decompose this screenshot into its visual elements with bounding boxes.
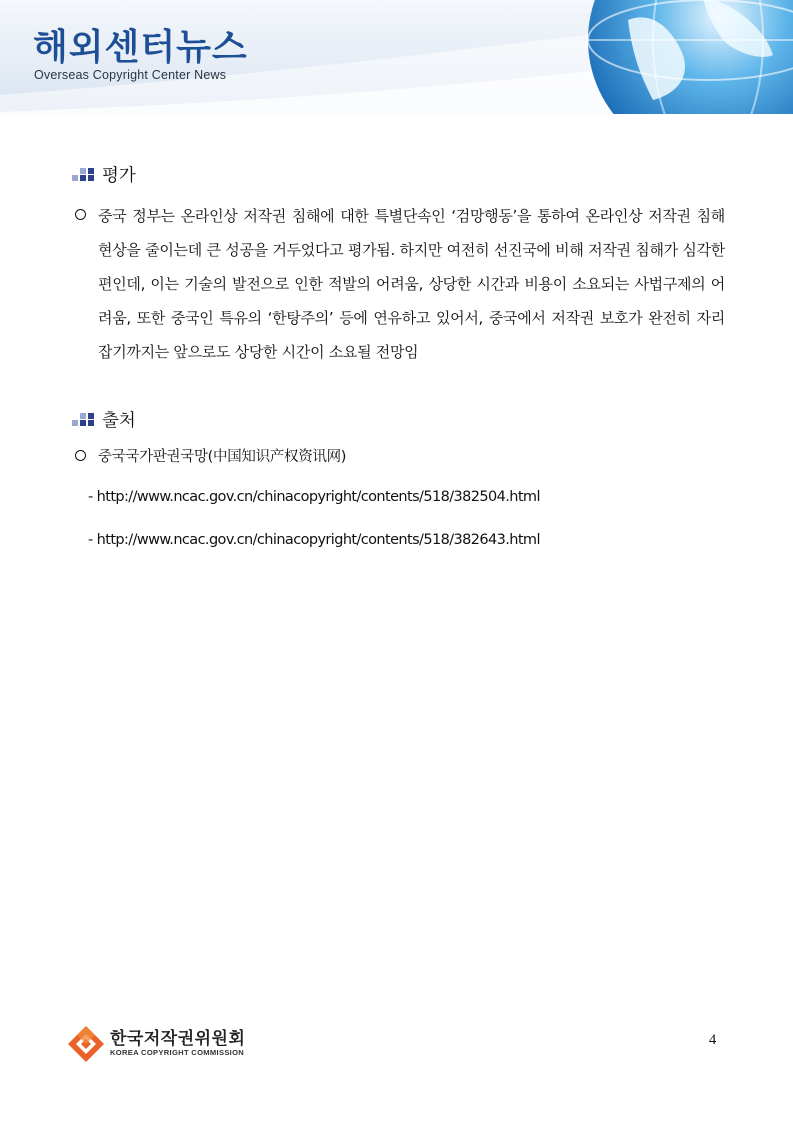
section-heading-evaluation	[72, 162, 136, 186]
evaluation-paragraph	[75, 199, 725, 369]
source-name: 중국국가판권국망(中国知识产权资讯网)	[98, 449, 347, 465]
source-link-2[interactable]: - http://www.ncac.gov.cn/chinacopyright/contents/518/382643.html	[88, 532, 540, 548]
footer-org-name-en: KOREA COPYRIGHT COMMISSION	[110, 1048, 245, 1057]
circle-bullet-icon	[75, 450, 86, 461]
section-heading-source	[72, 407, 136, 431]
squares-bullet-icon	[72, 411, 94, 427]
source-item	[75, 440, 725, 474]
footer-org-name: 한국저작권위원회	[110, 1029, 246, 1049]
header-title: 해외센터뉴스	[33, 27, 248, 68]
squares-bullet-icon	[72, 166, 94, 182]
paragraph-text: 중국 정부는 온라인상 저작권 침해에 대한 특별단속인 ‘검망행동’을 통하여 온라인상 저작권 침해 현상을 줄이는데 큰 성공을 거두었다고 평가됨. 하지만 여전히 선진국에 비해 저작권 침해가 심각한 편인데, 이는 기술의 발전으로 인한 적발의 어려움, 상당한 시간과 비용이 소요되는 사법구제의 어려움, 또한 중국인 특유의 ‘한탕주의’ 등에 연유하고 있어서, 중국에서 저작권 보호가 완전히 자리 잡기까지는 앞으로도 상당한 시간이 소요될 전망임	[98, 207, 725, 361]
kcc-logo-icon	[64, 1022, 108, 1066]
section-title: 출처	[102, 410, 136, 431]
page-number: 4	[709, 1032, 717, 1048]
source-link-1[interactable]: - http://www.ncac.gov.cn/chinacopyright/contents/518/382504.html	[88, 489, 540, 505]
globe-icon	[533, 0, 793, 114]
section-title: 평가	[102, 165, 136, 186]
header-banner	[0, 0, 793, 114]
header-subtitle: Overseas Copyright Center News	[34, 68, 227, 82]
circle-bullet-icon	[75, 209, 86, 220]
